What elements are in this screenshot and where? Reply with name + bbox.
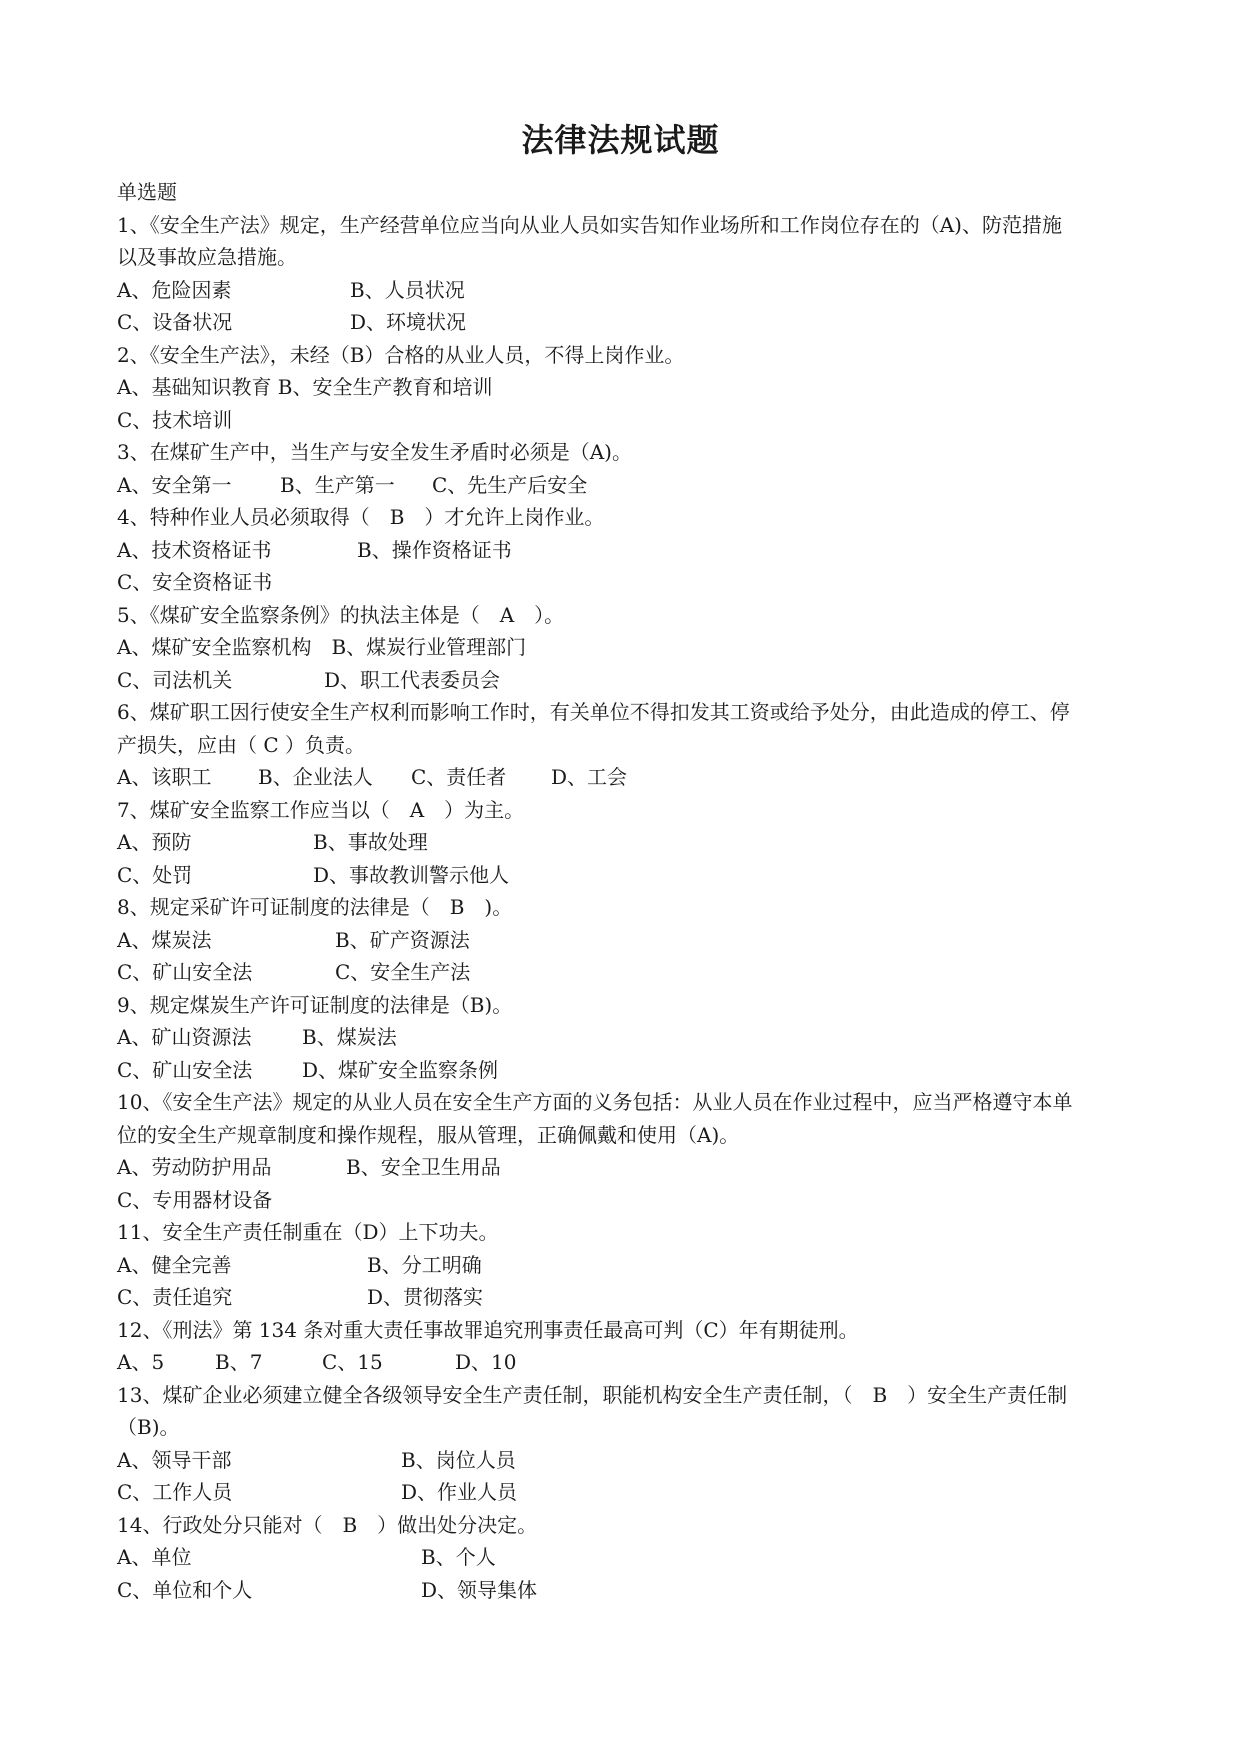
option-b: B、人员状况 [350,277,465,302]
document-title: 法律法规试题 [521,121,720,159]
option-a: A、领导干部 [117,1447,232,1472]
option-c: C、单位和个人 [117,1577,253,1602]
option-a: A、煤炭法 [117,927,212,952]
option-c: C、15 [322,1350,383,1374]
section-heading: 单选题 [117,180,177,204]
q1-options-ab [117,274,1149,307]
option-a: A、安全第一 [117,472,232,497]
q10-option-c: C、专用器材设备 [117,1187,273,1212]
option-c: C、矿山安全法 [117,1057,253,1082]
option-d: D、贯彻落实 [367,1285,484,1309]
q2-option-c: C、技术培训 [117,407,233,432]
q5-options-cd [117,664,1149,697]
q12-options [117,1346,1149,1379]
option-a: A、矿山资源法 [117,1025,252,1049]
q9-options-cd [117,1054,1149,1087]
q11-options-ab [117,1249,1149,1282]
question-5: 5、《煤矿安全监察条例》的执法主体是（ A ）。 [117,602,565,627]
option-b: B、7 [215,1350,263,1374]
option-d: C、安全生产法 [335,960,471,984]
option-d: D、职工代表委员会 [324,667,501,692]
q6-options [117,761,1149,794]
option-c: C、工作人员 [117,1480,233,1504]
question-9: 9、规定煤炭生产许可证制度的法律是（B)。 [117,992,513,1017]
question-10-cont: 位的安全生产规章制度和操作规程，服从管理，正确佩戴和使用（A)。 [117,1122,740,1147]
q2-options-ab: A、基础知识教育 B、安全生产教育和培训 [117,375,493,399]
option-c: C、司法机关 [117,667,233,692]
option-b: B、岗位人员 [401,1447,516,1472]
option-b: B、个人 [421,1545,496,1569]
question-6: 6、煤矿职工因行使安全生产权利而影响工作时，有关单位不得扣发其工资或给予处分，由此造成的停工、停 [117,700,1070,724]
option-c: C、处罚 [117,862,193,887]
question-1-cont: 以及事故应急措施。 [117,245,297,269]
option-d: D、环境状况 [350,310,467,334]
q13-options-ab [117,1444,1149,1477]
option-c: C、先生产后安全 [432,472,588,497]
q4-option-c: C、安全资格证书 [117,570,273,594]
option-a: A、技术资格证书 [117,537,272,562]
option-d: D、领导集体 [421,1577,538,1602]
option-d: D、煤矿安全监察条例 [302,1057,499,1082]
option-b: B、分工明确 [367,1252,482,1277]
option-c: C、矿山安全法 [117,960,253,984]
q7-options-cd [117,859,1149,892]
option-b: B、安全卫生用品 [346,1155,501,1179]
q4-options-ab [117,534,1149,567]
q9-options-ab [117,1021,1149,1054]
option-a: A、预防 [117,830,192,854]
option-c: C、责任者 [411,765,507,789]
option-b: B、矿产资源法 [335,927,470,952]
option-a: A、5 [117,1350,165,1374]
option-b: B、煤炭法 [302,1025,397,1049]
question-list [117,176,1149,1606]
question-4: 4、特种作业人员必须取得（ B ）才允许上岗作业。 [117,505,605,529]
question-7: 7、煤矿安全监察工作应当以（ A ）为主。 [117,797,525,822]
option-d: D、事故教训警示他人 [313,862,510,887]
option-b: B、事故处理 [313,830,428,854]
q3-options [117,469,1149,502]
question-11: 11、安全生产责任制重在（D）上下功夫。 [117,1220,499,1244]
option-a: A、危险因素 [117,277,232,302]
q11-options-cd [117,1281,1149,1314]
option-d: D、10 [455,1350,517,1374]
question-10: 10、《安全生产法》规定的从业人员在安全生产方面的义务包括：从业人员在作业过程中，应当严格遵守本单 [117,1090,1073,1114]
option-d: D、作业人员 [401,1480,518,1504]
q8-options-cd [117,956,1149,989]
question-3: 3、在煤矿生产中，当生产与安全发生矛盾时必须是（A)。 [117,440,632,464]
question-6-cont: 产损失，应由（ C ）负责。 [117,732,366,757]
question-14: 14、行政处分只能对（ B ）做出处分决定。 [117,1512,538,1537]
option-a: A、单位 [117,1545,192,1569]
question-2: 2、《安全生产法》，未经（B）合格的从业人员，不得上岗作业。 [117,342,685,367]
question-1: 1、《安全生产法》规定，生产经营单位应当向从业人员如实告知作业场所和工作岗位存在的（A)、防范措施 [117,212,1062,237]
option-a: A、健全完善 [117,1252,232,1277]
question-8: 8、规定采矿许可证制度的法律是（ B )。 [117,895,513,919]
option-b: B、企业法人 [258,765,373,789]
q14-options-ab [117,1541,1149,1574]
question-13: 13、煤矿企业必须建立健全各级领导安全生产责任制，职能机构安全生产责任制，（ B ）安全生产责任制 [117,1382,1068,1407]
q1-options-cd [117,306,1149,339]
option-a: A、该职工 [117,765,212,789]
option-d: D、工会 [551,765,628,789]
option-c: C、设备状况 [117,310,233,334]
option-a: A、劳动防护用品 [117,1155,272,1179]
q7-options-ab [117,826,1149,859]
option-c: C、责任追究 [117,1285,233,1309]
q14-options-cd [117,1574,1149,1607]
q13-options-cd [117,1476,1149,1509]
question-12: 12、《刑法》第 134 条对重大责任事故罪追究刑事责任最高可判（C）年有期徒刑。 [117,1317,859,1342]
q10-options-ab [117,1151,1149,1184]
q5-options-ab: A、煤矿安全监察机构 B、煤炭行业管理部门 [117,635,527,659]
option-b: B、生产第一 [280,472,395,497]
option-b: B、操作资格证书 [357,537,512,562]
question-13-cont: （B)。 [117,1415,180,1439]
q8-options-ab [117,924,1149,957]
